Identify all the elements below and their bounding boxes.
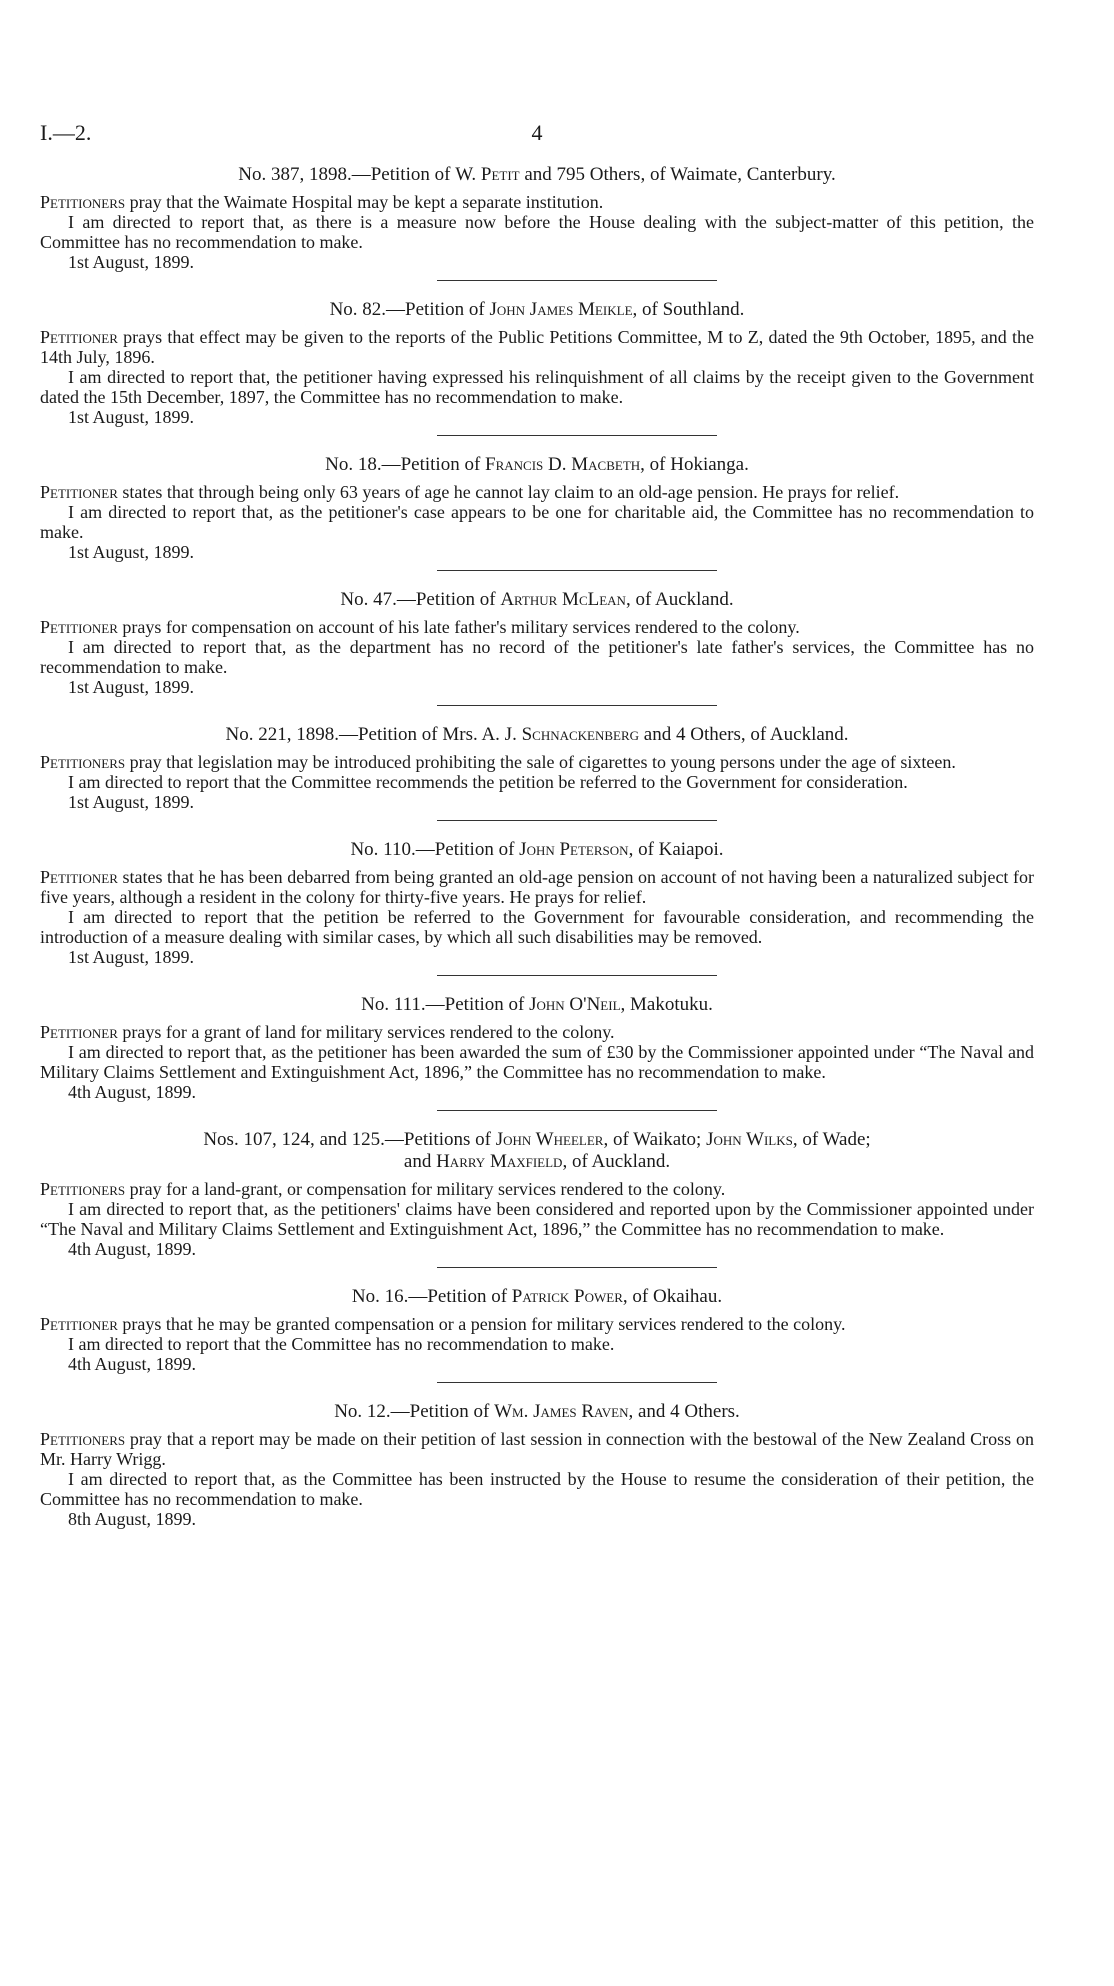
report-date: 8th August, 1899.	[68, 1509, 197, 1529]
report-date: 4th August, 1899.	[68, 1082, 197, 1102]
petition-prayer: Petitioners pray that legislation may be introduced prohibiting the sale of cigarettes to young persons under the age of sixteen.	[40, 752, 956, 772]
petition-entry	[40, 724, 1034, 821]
section-divider	[437, 820, 717, 821]
committee-report: I am directed to report that, as the petitioner's case appears to be one for charitable aid, the Committee has no recommendation to make.	[40, 502, 1034, 542]
petition-heading: No. 16.—Petition of Patrick Power, of Okaihau.	[351, 1286, 723, 1307]
paper-reference: I.—2.	[40, 120, 92, 145]
committee-report: I am directed to report that, as the department has no record of the petitioner's late father's services, the Committee has no recommendation to make.	[40, 637, 1034, 677]
section-divider	[437, 280, 717, 281]
section-divider	[437, 1267, 717, 1268]
report-date: 1st August, 1899.	[68, 792, 195, 812]
committee-report: I am directed to report that, as the petitioners' claims have been considered and reported upon by the Commissioner appointed under “The Naval and Military Claims Settlement and Extinguishment Act, 1896,” the Committee has no recommendation to make.	[40, 1199, 1034, 1239]
petition-heading: No. 47.—Petition of Arthur McLean, of Auckland.	[340, 589, 734, 610]
petition-prayer: Petitioners pray for a land-grant, or compensation for military services rendered to the colony.	[40, 1179, 726, 1199]
report-date: 1st August, 1899.	[68, 542, 195, 562]
petition-heading: No. 221, 1898.—Petition of Mrs. A. J. Schnackenberg and 4 Others, of Auckland.	[225, 724, 849, 745]
petition-heading: No. 82.—Petition of John James Meikle, of Southland.	[329, 299, 745, 320]
petition-entry	[40, 164, 1034, 281]
petition-prayer: Petitioner states that through being only 63 years of age he cannot lay claim to an old-age pension. He prays for relief.	[40, 482, 900, 502]
petition-heading: No. 110.—Petition of John Peterson, of Kaiapoi.	[350, 839, 724, 860]
petition-prayer: Petitioners pray that a report may be made on their petition of last session in connection with the bestowal of the New Zealand Cross on Mr. Harry Wrigg.	[40, 1429, 1034, 1469]
petition-entry	[40, 454, 1034, 571]
petition-entry	[40, 589, 1034, 706]
committee-report: I am directed to report that, as the petitioner has been awarded the sum of £30 by the Commissioner appointed under “The Naval and Military Claims Settlement and Extinguishment Act, 1896,” the Committee has no recommendation to make.	[40, 1042, 1034, 1082]
petition-prayer: Petitioners pray that the Waimate Hospital may be kept a separate institution.	[40, 192, 604, 212]
committee-report: I am directed to report that the petition be referred to the Government for favourable consideration, and recommending the introduction of a measure dealing with similar cases, by which all such disabilities may be removed.	[40, 907, 1034, 947]
section-divider	[437, 570, 717, 571]
petition-heading: No. 18.—Petition of Francis D. Macbeth, of Hokianga.	[325, 454, 749, 475]
committee-report: I am directed to report that, as there is a measure now before the House dealing with the subject-matter of this petition, the Committee has no recommendation to make.	[40, 212, 1034, 252]
report-date: 4th August, 1899.	[68, 1239, 197, 1259]
petition-prayer: Petitioner prays for compensation on account of his late father's military services rendered to the colony.	[40, 617, 800, 637]
petition-entry	[40, 1129, 1034, 1268]
section-divider	[437, 705, 717, 706]
petition-entry	[40, 299, 1034, 436]
section-divider	[437, 975, 717, 976]
section-divider	[437, 1382, 717, 1383]
petition-entry	[40, 1286, 1034, 1383]
petition-prayer: Petitioner prays that he may be granted compensation or a pension for military services rendered to the colony.	[40, 1314, 846, 1334]
section-divider	[437, 435, 717, 436]
committee-report: I am directed to report that the Committee recommends the petition be referred to the Government for consideration.	[68, 772, 908, 792]
section-divider	[437, 1110, 717, 1111]
petition-entry	[40, 1401, 1034, 1529]
petition-prayer: Petitioner states that he has been debarred from being granted an old-age pension on account of not having been a naturalized subject for five years, although a resident in the colony for thirty-five years. He prays for relief.	[40, 867, 1034, 907]
committee-report: I am directed to report that the Committee has no recommendation to make.	[68, 1334, 615, 1354]
petition-heading: No. 111.—Petition of John O'Neil, Makotuku.	[361, 994, 713, 1015]
page-number: 4	[531, 120, 543, 145]
report-date: 1st August, 1899.	[68, 677, 195, 697]
report-date: 1st August, 1899.	[68, 407, 195, 427]
report-date: 1st August, 1899.	[68, 252, 195, 272]
report-date: 4th August, 1899.	[68, 1354, 197, 1374]
running-head	[40, 120, 1034, 160]
petition-heading: No. 12.—Petition of Wm. James Raven, and 4 Others.	[334, 1401, 740, 1422]
report-date: 1st August, 1899.	[68, 947, 195, 967]
petition-heading: No. 387, 1898.—Petition of W. Petit and 795 Others, of Waimate, Canterbury.	[238, 164, 836, 185]
committee-report: I am directed to report that, as the Committee has been instructed by the House to resume the consideration of their petition, the Committee has no recommendation to make.	[40, 1469, 1034, 1509]
petition-heading: Nos. 107, 124, and 125.—Petitions of John Wheeler, of Waikato; John Wilks, of Wade; and Harry Maxfield, of Auckland.	[203, 1129, 871, 1172]
committee-report: I am directed to report that, the petitioner having expressed his relinquishment of all claims by the receipt given to the Government dated the 15th December, 1897, the Committee has no recommendation to make.	[40, 367, 1034, 407]
petition-prayer: Petitioner prays that effect may be given to the reports of the Public Petitions Committee, M to Z, dated the 9th October, 1895, and the 14th July, 1896.	[40, 327, 1034, 367]
petition-entry	[40, 994, 1034, 1111]
petition-entry	[40, 839, 1034, 976]
petition-prayer: Petitioner prays for a grant of land for military services rendered to the colony.	[40, 1022, 615, 1042]
